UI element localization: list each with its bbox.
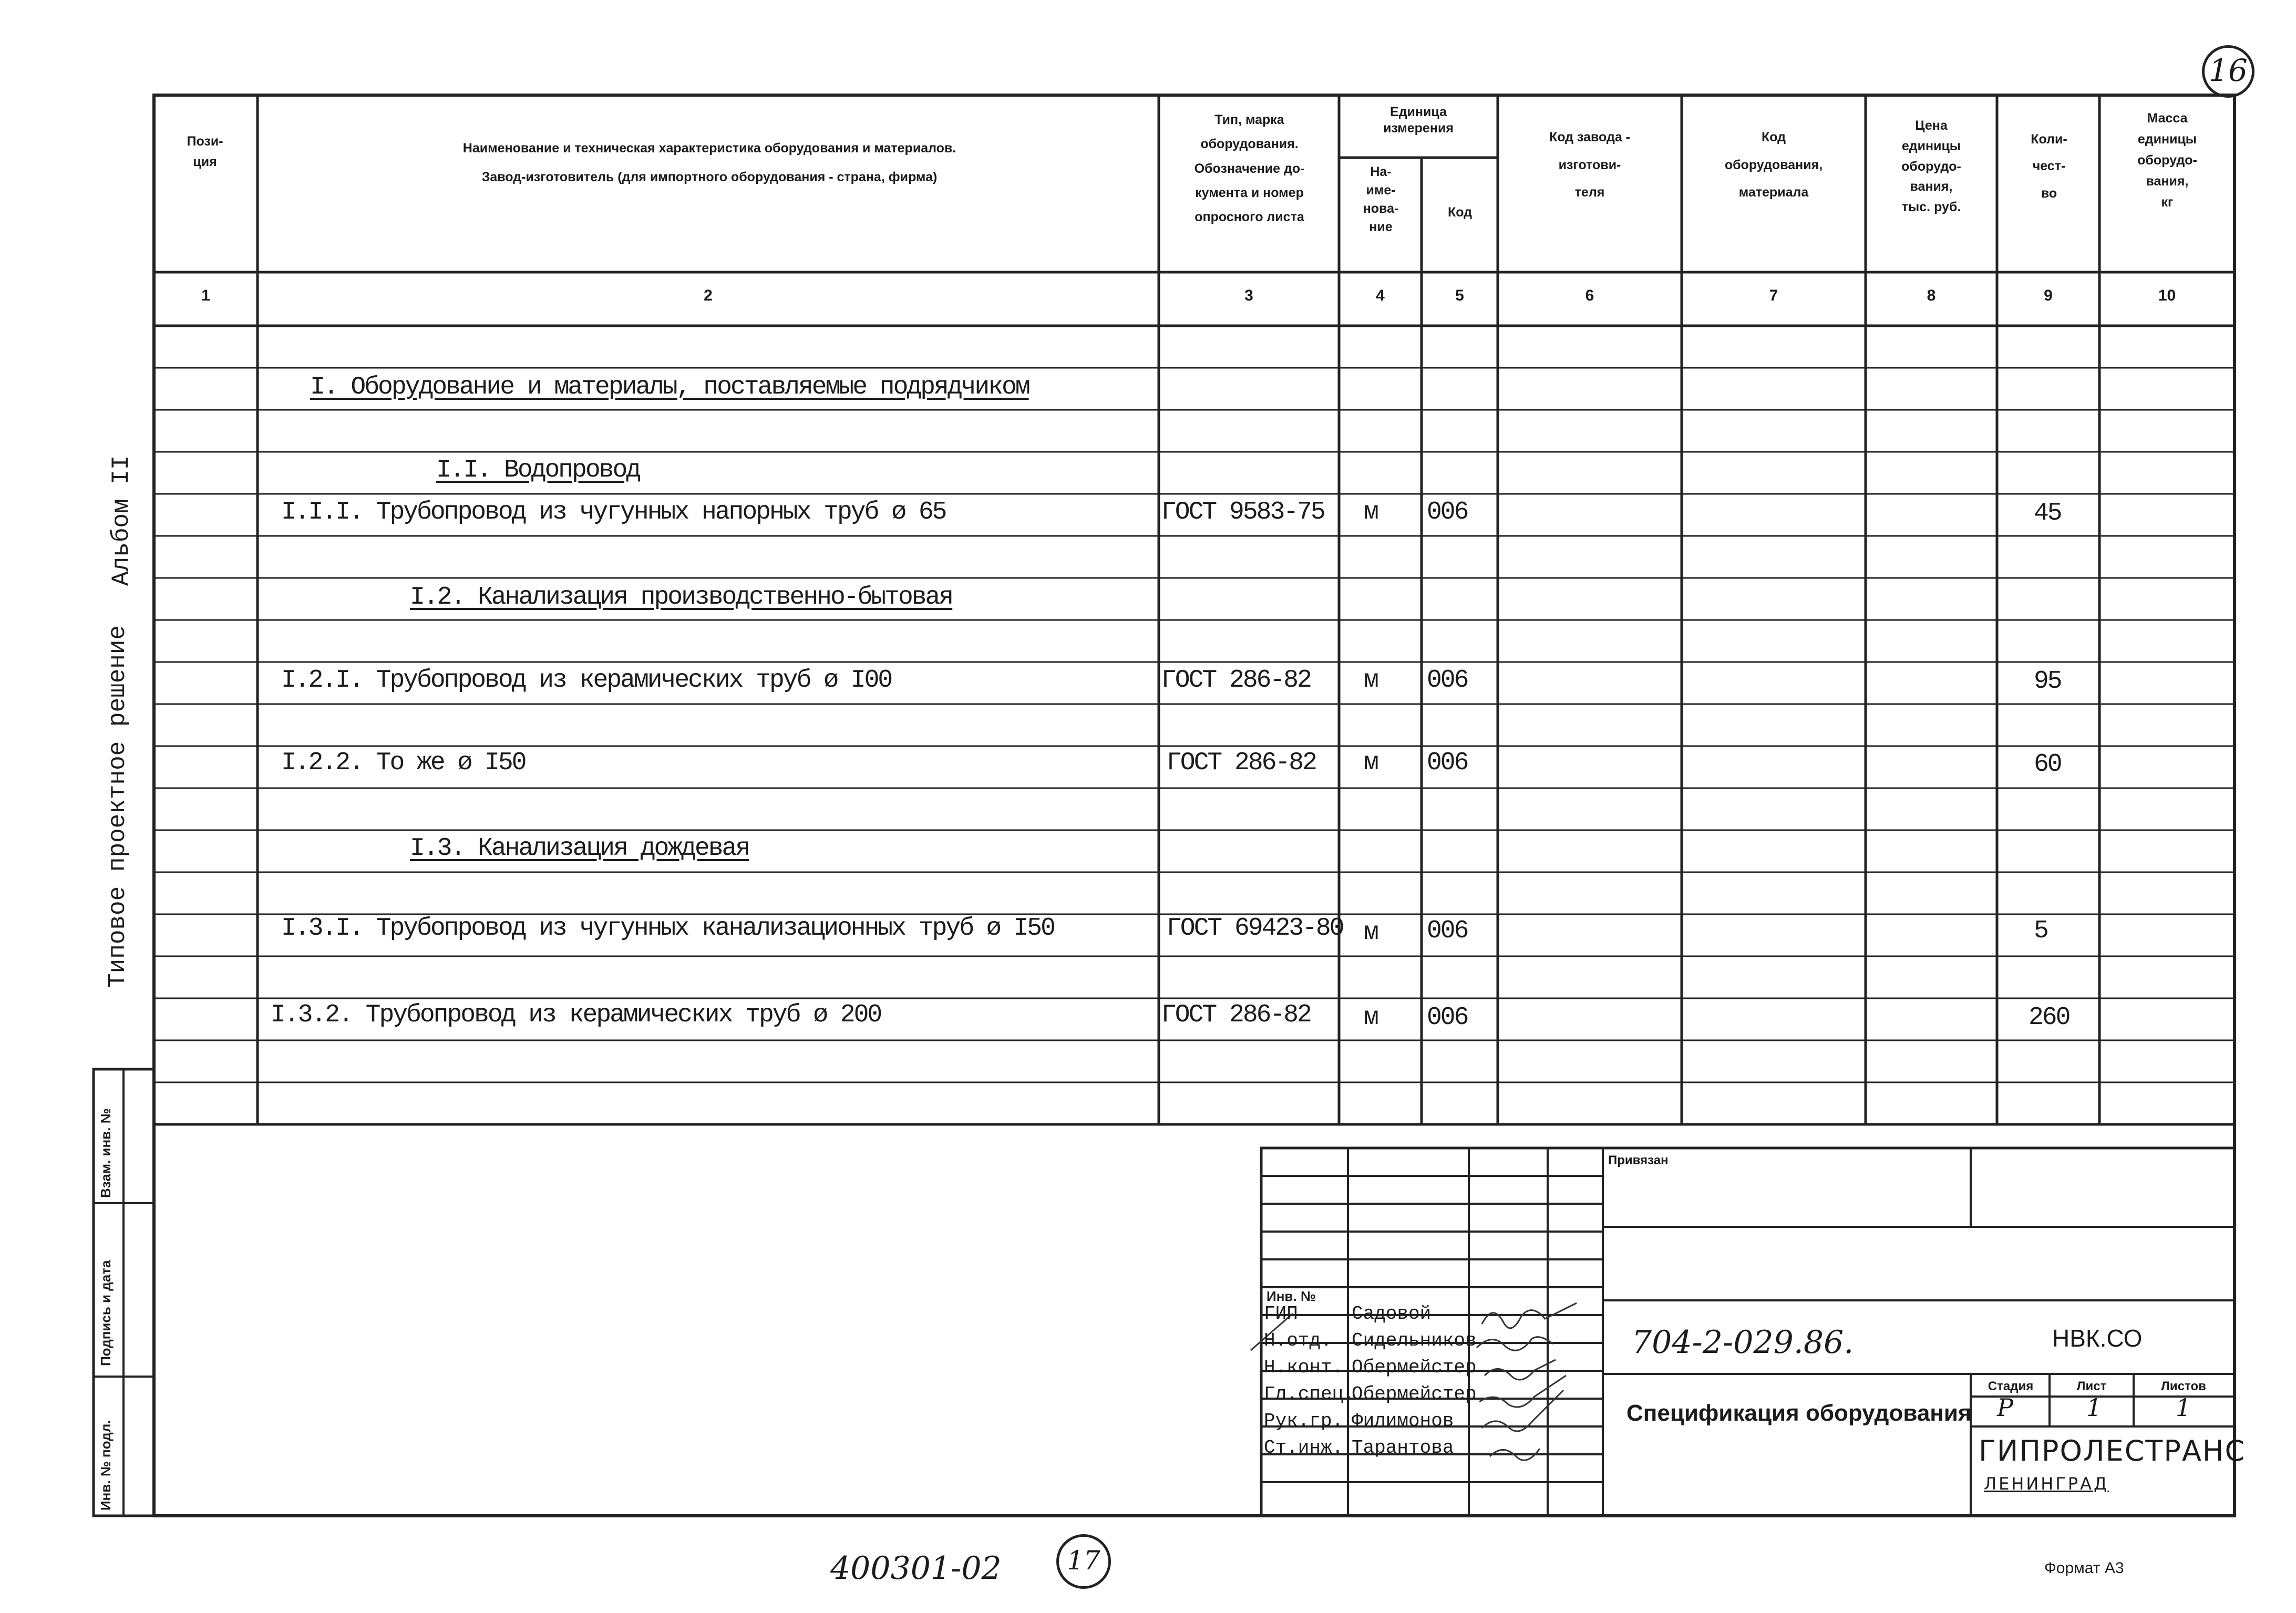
sheet-number-circle: 16 [2202, 45, 2254, 98]
project-label: Типовое проектное решение [104, 625, 131, 988]
sheet-value: 1 [2086, 1393, 2102, 1422]
staff-name: Обермейстер [1352, 1383, 1477, 1405]
table-row-qty: 5 [2034, 917, 2047, 945]
organization-city: ЛЕНИНГРАД [1984, 1474, 2109, 1494]
staff-role: ГИП [1264, 1303, 1298, 1325]
header-unit-code: Код [1447, 205, 1473, 220]
table-row-unit: м [1364, 666, 1377, 695]
table-row-name: I.2.I. Трубопровод из керамических труб ø I00 [281, 666, 892, 695]
table-row-doc: ГОСТ 286-82 [1161, 666, 1311, 695]
staff-name: Садовой [1352, 1303, 1432, 1325]
table-row-unit: м [1364, 918, 1377, 947]
col-number: 5 [1455, 287, 1464, 304]
header-equipment-code: Код оборудования, материала [1724, 130, 1823, 200]
section-heading: I. Оборудование и материалы, поставляемые подрядчиком [310, 373, 1029, 401]
header-unit-name: На- име- нова- ние [1363, 164, 1399, 234]
outer-frame [154, 95, 2235, 1516]
table-row-code: 006 [1427, 498, 1468, 526]
subsection-heading: I.2. Канализация производственно-бытовая [410, 583, 953, 612]
stamp-label-inventory: Инв. № подл. [98, 1420, 114, 1511]
col-number: 1 [201, 287, 210, 304]
col-number: 10 [2158, 287, 2176, 304]
staff-name: Сидельников [1352, 1330, 1477, 1351]
header-quantity: Коли- чест- во [2031, 132, 2067, 201]
table-row-unit: м [1364, 1004, 1377, 1032]
col-number: 2 [704, 287, 713, 304]
table-row-qty: 60 [2034, 750, 2061, 779]
staff-name: Тарантова [1352, 1437, 1454, 1459]
sheets-label: Листов [2161, 1379, 2206, 1393]
document-code: 704-2-029.86. [1632, 1324, 1854, 1361]
table-row-doc: ГОСТ 69423-80 [1167, 914, 1343, 943]
col-number: 3 [1244, 287, 1253, 304]
inventory-label: Инв. № [1267, 1288, 1316, 1304]
subsection-heading: I.I. Водопровод [436, 456, 640, 484]
staff-role: Н.конт. [1264, 1357, 1344, 1378]
header-position: Пози- ция [187, 134, 223, 169]
staff-role: Рук.гр. [1264, 1410, 1344, 1432]
staff-role: Гл.спец. [1264, 1383, 1355, 1405]
table-row-unit: м [1364, 749, 1377, 777]
header-mass: Масса единицы оборудо- вания, кг [2137, 111, 2197, 210]
col-number: 9 [2044, 287, 2053, 304]
table-row-qty: 45 [2034, 499, 2061, 528]
document-mark: НВК.СО [2052, 1325, 2143, 1352]
table-row-name: I.I.I. Трубопровод из чугунных напорных труб ø 65 [281, 498, 946, 526]
staff-role: Ст.инж. [1264, 1437, 1344, 1459]
stamp-label-signature: Подпись и дата [98, 1260, 114, 1366]
sheets-value: 1 [2176, 1393, 2191, 1422]
staff-name: Обермейстер [1352, 1357, 1477, 1378]
table-row-name: I.3.2. Трубопровод из керамических труб ø 200 [271, 1001, 881, 1029]
subsection-heading: I.3. Канализация дождевая [410, 834, 749, 863]
table-row-code: 006 [1427, 917, 1468, 945]
table-row-code: 006 [1427, 749, 1468, 777]
table-row-name: I.2.2. То же ø I50 [281, 749, 526, 777]
col-number: 6 [1585, 287, 1594, 304]
header-unit: Единица измерения [1383, 105, 1454, 136]
table-row-qty: 95 [2034, 667, 2061, 696]
archive-number: 400301-02 [830, 1550, 1002, 1587]
linked-label: Привязан [1608, 1153, 1669, 1167]
table-row-code: 006 [1427, 666, 1468, 695]
staff-role: Н.отд. [1264, 1330, 1332, 1351]
stamp-label-replace: Взам. инв. № [98, 1108, 114, 1198]
table-row-name: I.3.I. Трубопровод из чугунных канализационных труб ø I50 [281, 914, 1054, 943]
stage-label: Стадия [1988, 1379, 2034, 1393]
col-number: 4 [1376, 287, 1385, 304]
header-name: Наименование и техническая характеристика оборудования и материалов. Завод-изготовитель (для импортного оборудования - страна, фирма) [462, 141, 956, 184]
staff-name: Филимонов [1352, 1410, 1454, 1432]
stage-value: Р [1997, 1393, 2013, 1422]
sheet-label: Лист [2076, 1379, 2107, 1393]
table-row-code: 006 [1427, 1004, 1468, 1032]
table-row-qty: 260 [2029, 1004, 2070, 1032]
col-number: 7 [1769, 287, 1778, 304]
header-type: Тип, марка оборудования. Обозначение до- кумента и номер опросного листа [1194, 112, 1305, 224]
page-circle: 17 [1056, 1534, 1111, 1589]
table-row-doc: ГОСТ 286-82 [1167, 749, 1316, 777]
format-label: Формат А3 [2044, 1559, 2124, 1577]
organization-name: ГИПРОЛЕСТРАНС [1979, 1434, 2246, 1467]
header-factory-code: Код завода - изготови- теля [1549, 130, 1631, 200]
table-row-unit: м [1364, 498, 1377, 526]
album-label: Альбом II [108, 455, 135, 586]
table-row-doc: ГОСТ 9583-75 [1161, 498, 1324, 526]
col-number: 8 [1927, 287, 1936, 304]
document-title: Спецификация оборудования [1626, 1400, 1972, 1426]
header-unit-price: Цена единицы оборудо- вания, тыс. руб. [1901, 118, 1961, 214]
table-row-doc: ГОСТ 286-82 [1161, 1001, 1311, 1029]
